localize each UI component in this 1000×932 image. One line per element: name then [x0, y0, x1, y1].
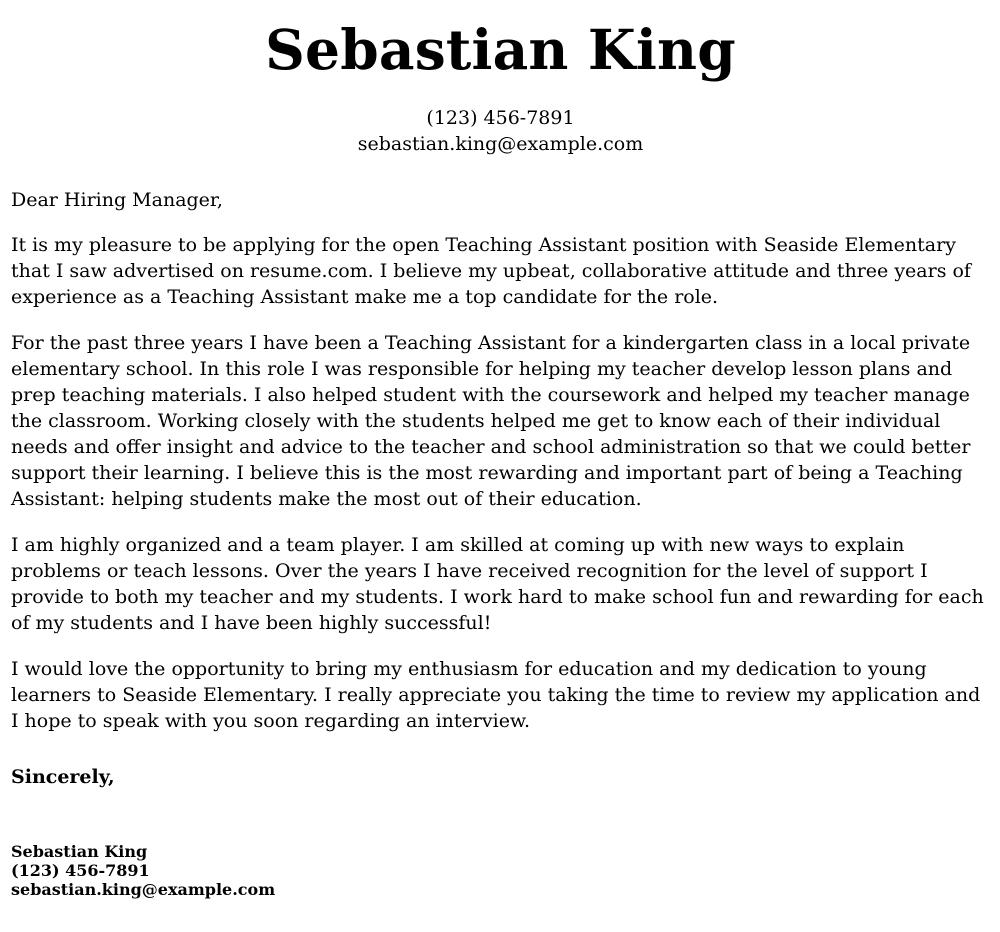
letter-body	[11, 187, 990, 790]
signature-email: sebastian.king@example.com	[11, 880, 276, 899]
letter-closing: Sincerely,	[11, 766, 115, 788]
letter-paragraph-2: For the past three years I have been a Teaching Assistant for a kindergarten class in a local private elementary school. In this role I was responsible for helping my teacher develop lesson plans and prep teaching materials. I also helped student with the coursework and helped my teacher manage the classroom. Working closely with the students helped me get to know each of their individual needs and offer insight and advice to the teacher and school administration so that we could better support their learning. I believe this is the most rewarding and important part of being a Teaching Assistant: helping students make the most out of their education.	[11, 332, 971, 510]
letter-paragraph-4: I would love the opportunity to bring my enthusiasm for education and my dedication to young learners to Seaside Elementary. I really appreciate you taking the time to review my application and I hope to speak with you soon regarding an interview.	[11, 658, 981, 732]
letter-paragraph-3: I am highly organized and a team player. I am skilled at coming up with new ways to explain problems or teach lessons. Over the years I have received recognition for the level of support I provide to both my teacher and my students. I work hard to make school fun and rewarding for each of my students and I have been highly successful!	[11, 534, 984, 634]
signature-phone: (123) 456-7891	[11, 861, 150, 880]
header-phone: (123) 456-7891	[426, 107, 575, 129]
contact-block	[11, 105, 990, 157]
letter-greeting: Dear Hiring Manager,	[11, 189, 223, 211]
header-email: sebastian.king@example.com	[357, 133, 644, 155]
signature-block	[11, 842, 990, 899]
letter-paragraph-1: It is my pleasure to be applying for the open Teaching Assistant position with Seaside Elementary that I saw advertised on resume.com. I believe my upbeat, collaborative attitude and three years of experience as a Teaching Assistant make me a top candidate for the role.	[11, 234, 971, 308]
signature-name: Sebastian King	[11, 842, 148, 861]
applicant-name-heading: Sebastian King	[265, 17, 736, 82]
